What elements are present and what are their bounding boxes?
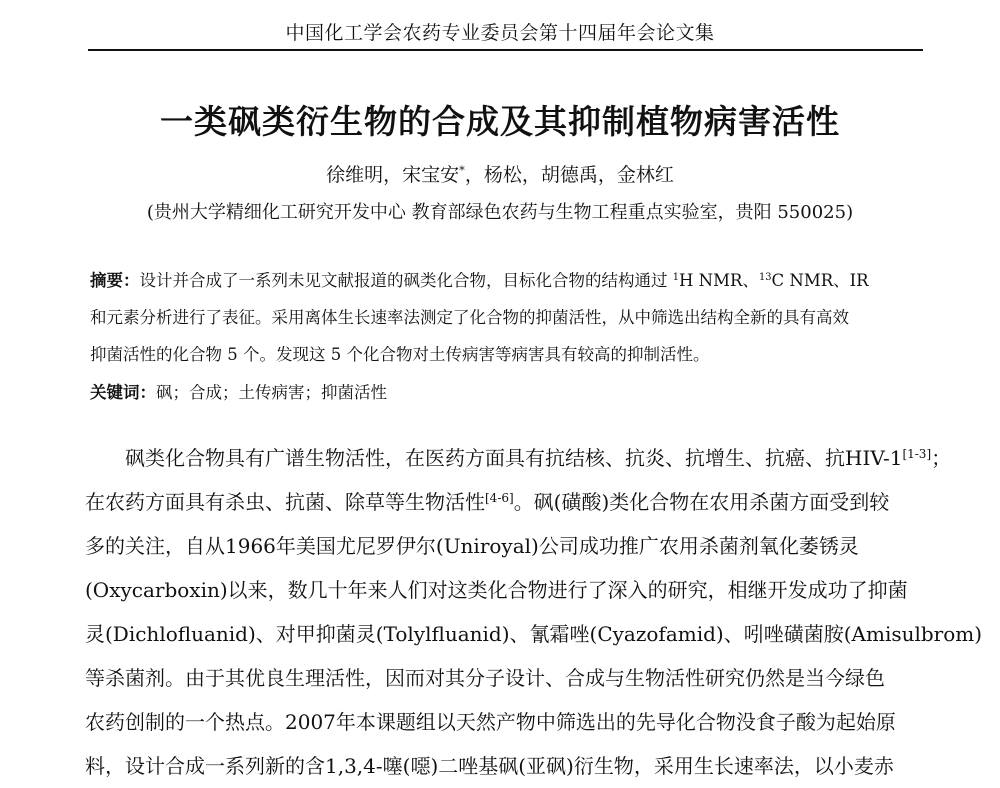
- corresponding-author-mark: *: [459, 163, 465, 178]
- abstract-text-1c: C NMR、IR: [771, 271, 869, 290]
- running-header: 中国化工学会农药专业委员会第十四届年会论文集: [285, 22, 715, 44]
- body-text: [85, 436, 983, 788]
- abstract-line-2: 和元素分析进行了表征。采用离体生长速率法测定了化合物的抑菌活性，从中筛选出结构全新的具有高效: [90, 308, 849, 327]
- citation-1-3: [1-3]: [902, 446, 932, 461]
- body-line-7: 农药创制的一个热点。2007年本课题组以天然产物中筛选出的先导化合物没食子酸为起始原: [85, 710, 896, 734]
- keywords: [90, 374, 930, 411]
- author-names: 徐维明，宋宝安: [326, 164, 460, 186]
- abstract: [90, 262, 930, 373]
- abstract-text-1a: 设计并合成了一系列未见文献报道的砜类化合物，目标化合物的结构通过: [139, 271, 673, 290]
- abstract-line-1: [90, 262, 930, 299]
- paper-title: 一类砜类衍生物的合成及其抑制植物病害活性: [160, 102, 840, 141]
- body-line-8: 料，设计合成一系列新的含1,3,4-噻(噁)二唑基砜(亚砜)衍生物，采用生长速率法，以小麦赤: [85, 754, 894, 778]
- body-line-6: 等杀菌剂。由于其优良生理活性，因而对其分子设计、合成与生物活性研究仍然是当今绿色: [85, 666, 885, 690]
- body-line-5: 灵(Dichlofluanid)、对甲抑菌灵(Tolylfluanid)、氰霜唑(Cyazofamid)、吲唑磺菌胺(Amisulbrom): [85, 622, 983, 646]
- superscript-1: 1: [672, 272, 680, 284]
- superscript-13: 13: [758, 272, 772, 284]
- author-names-rest: ，杨松，胡德禹，金林红: [464, 164, 674, 186]
- body-text-1a: 砜类化合物具有广谱生物活性，在医药方面具有抗结核、抗炎、抗增生、抗癌、抗HIV-1: [125, 446, 903, 470]
- body-line-1: [85, 436, 952, 480]
- body-line-3: 多的关注，自从1966年美国尤尼罗伊尔(Uniroyal)公司成功推广农用杀菌剂氧化萎锈灵: [85, 534, 859, 558]
- body-text-2a: 在农药方面具有杀虫、抗菌、除草等生物活性: [85, 490, 485, 514]
- body-line-4: (Oxycarboxin)以来，数几十年来人们对这类化合物进行了深入的研究，相继开发成功了抑菌: [85, 578, 908, 602]
- body-text-2b: 。砜(磺酸)类化合物在农用杀菌方面受到较: [513, 490, 890, 514]
- body-line-2: [85, 480, 935, 524]
- affiliation: (贵州大学精细化工研究开发中心 教育部绿色农药与生物工程重点实验室，贵阳 550025): [146, 202, 854, 223]
- author-list: [0, 160, 1000, 187]
- abstract-label: 摘要：: [90, 271, 140, 290]
- body-text-1b: ；: [931, 446, 952, 470]
- keywords-label: 关键词：: [90, 383, 156, 402]
- header-rule: [88, 49, 923, 51]
- abstract-text-1b: H NMR、: [679, 271, 759, 290]
- citation-4-6: [4-6]: [485, 490, 514, 505]
- abstract-line-3: 抑菌活性的化合物 5 个。发现这 5 个化合物对土传病害等病害具有较高的抑制活性。: [90, 345, 710, 364]
- keywords-text: 砜；合成；土传病害；抑菌活性: [156, 383, 387, 402]
